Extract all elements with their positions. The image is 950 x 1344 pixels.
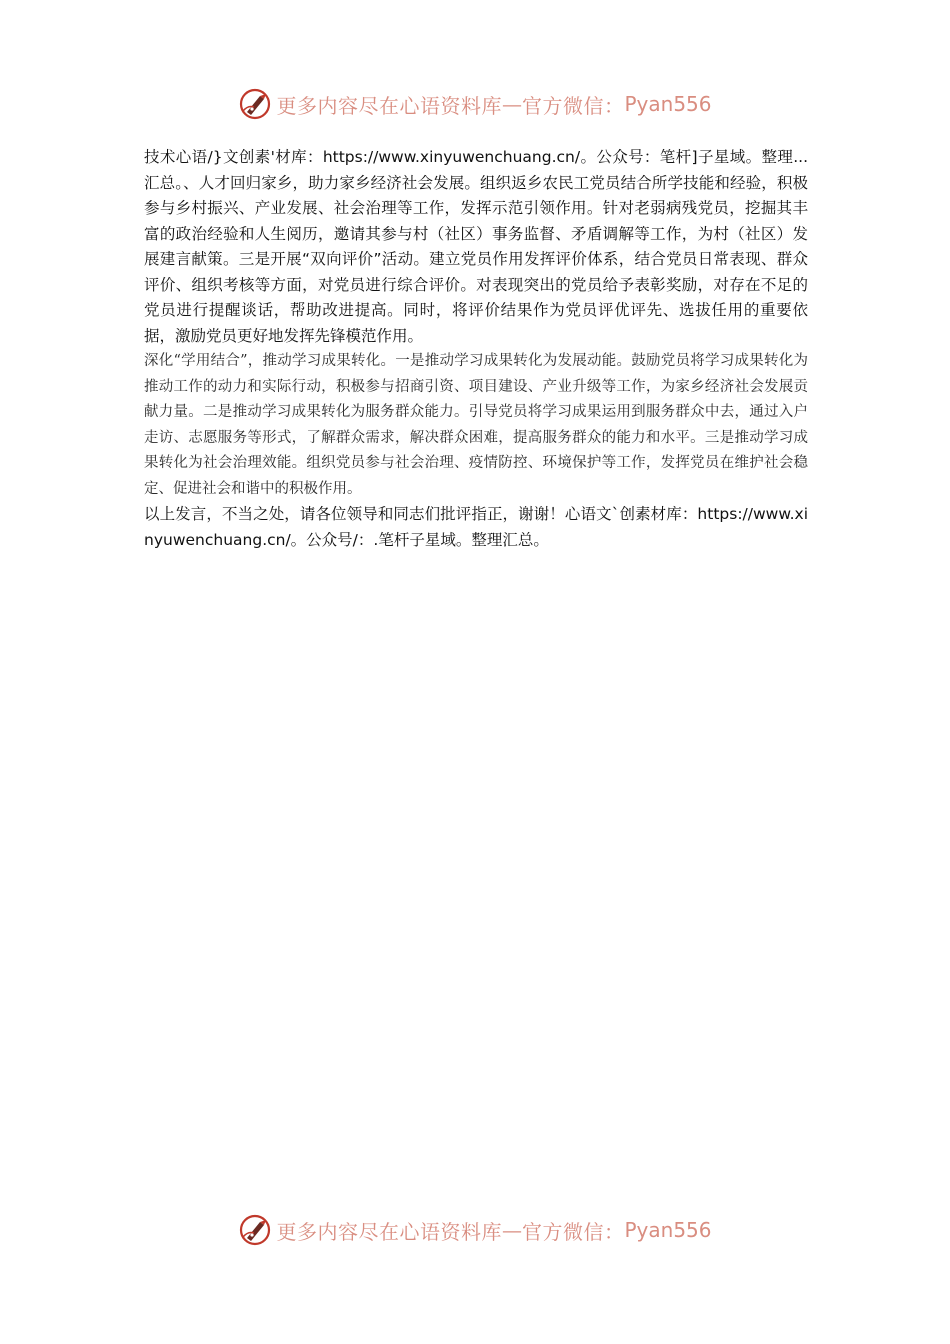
footer-banner: [0, 1210, 950, 1250]
banner-contact-label: 官方微信：: [521, 93, 625, 118]
banner-slogan: 更多内容尽在心语资料库: [276, 93, 502, 118]
header-banner: [0, 84, 950, 124]
banner-slogan: 更多内容尽在心语资料库: [276, 1219, 502, 1244]
paragraph-talent-return: 技术心语/}文创素'材库：https://www.xinyuwenchuang.cn/。公众号：笔杆]子星域。整理...汇总。、人才回归家乡，助力家乡经济社会发展。组织返乡农民工党员结合所学技能和经验，积极参与乡村振兴、产业发展、社会治理等工作，发挥示范引领作用。针对老弱病残党员，挖掘其丰富的政治经验和人生阅历，邀请其参与村（社区）事务监督、矛盾调解等工作，为村（社区）发展建言献策。三是开展“双向评价”活动。建立党员作用发挥评价体系，结合党员日常表现、群众评价、组织考核等方面，对党员进行综合评价。对表现突出的党员给予表彰奖励，对存在不足的党员进行提醒谈话，帮助改进提高。同时，将评价结果作为党员评优评先、选拔任用的重要依据，激励党员更好地发挥先锋模范作用。: [144, 148, 808, 345]
banner-separator: —: [501, 92, 522, 116]
banner-contact-label: 官方微信：: [521, 1219, 625, 1244]
banner-wechat-handle: Pyan556: [624, 1218, 712, 1242]
pen-nib-logo-icon: [238, 1213, 272, 1247]
banner-wechat-handle: Pyan556: [624, 92, 712, 116]
document-body: [144, 145, 808, 553]
paragraph-study-application: 深化“学用结合”，推动学习成果转化。一是推动学习成果转化为发展动能。鼓励党员将学习成果转化为推动工作的动力和实际行动，积极参与招商引资、项目建设、产业升级等工作，为家乡经济社会发展贡献力量。二是推动学习成果转化为服务群众能力。引导党员将学习成果运用到服务群众中去，通过入户走访、志愿服务等形式，了解群众需求，解决群众困难，提高服务群众的能力和水平。三是推动学习成果转化为社会治理效能。组织党员参与社会治理、疫情防控、环境保护等工作，发挥党员在维护社会稳定、促进社会和谐中的积极作用。: [144, 353, 808, 497]
banner-separator: —: [501, 1218, 522, 1242]
paragraph-closing: 以上发言，不当之处，请各位领导和同志们批评指正，谢谢！心语文`创素材库：https://www.xinyuwenchuang.cn/。公众号/：.笔杆子星域。整理汇总。: [144, 505, 808, 549]
pen-nib-logo-icon: [238, 87, 272, 121]
